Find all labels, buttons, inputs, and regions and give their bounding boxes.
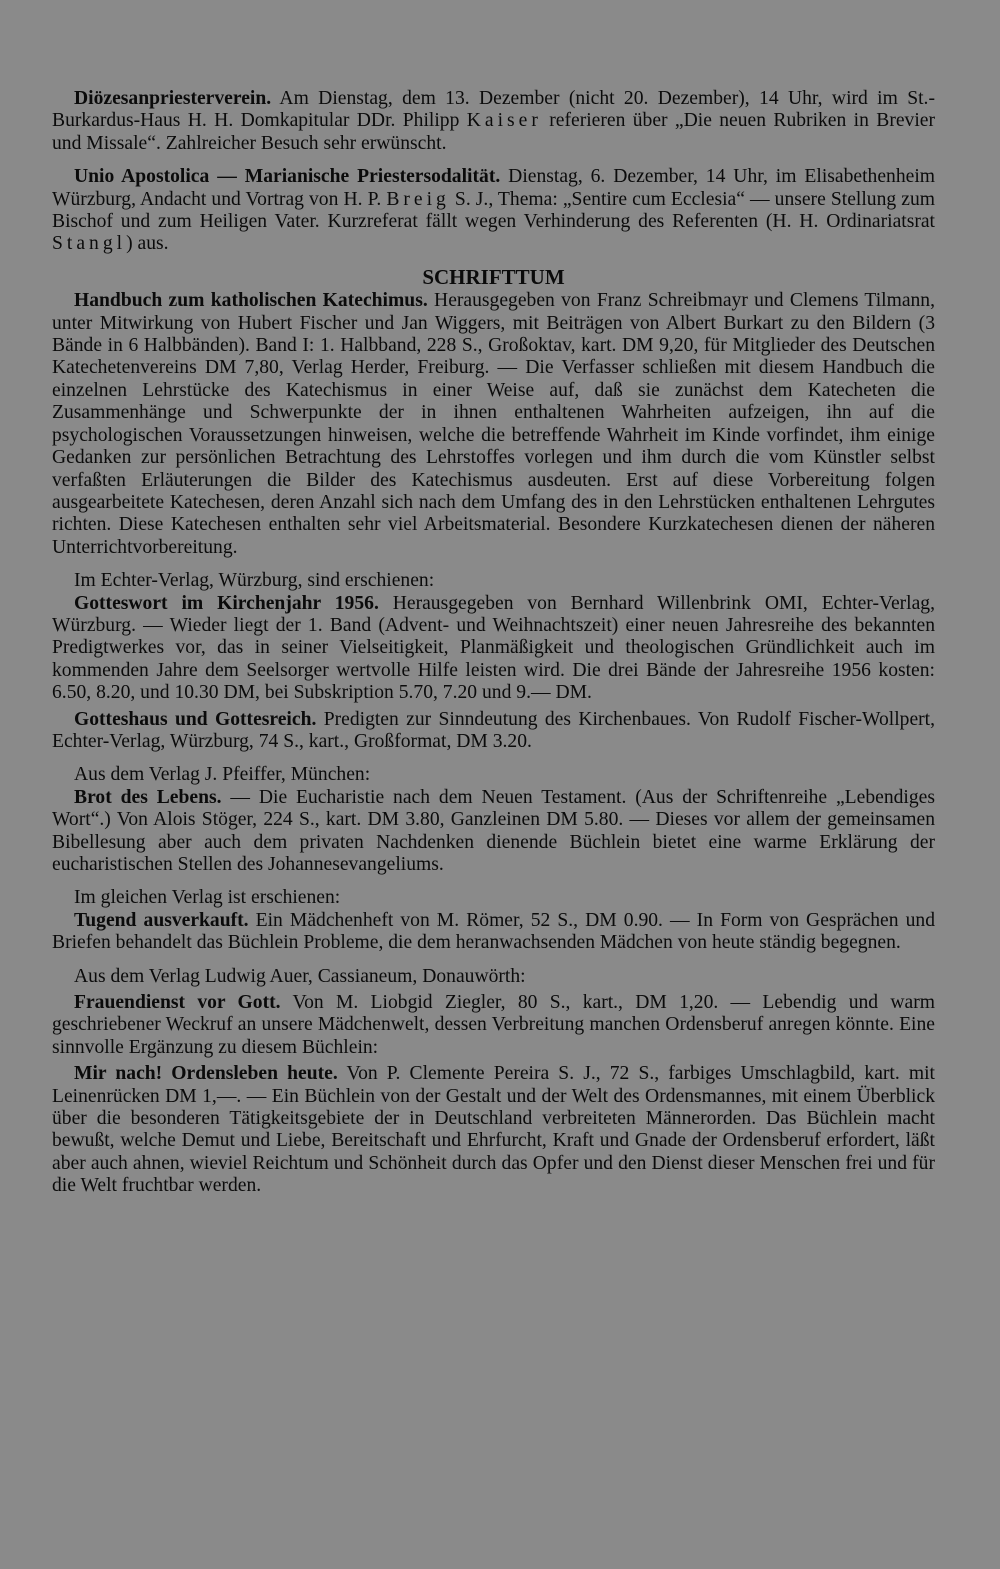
review-text: — Die Eucharistie nach dem Neuen Testament. (Aus der Schriftenreihe „Lebendiges Wort“.) Von Alois Stöger, 224 S., kart. DM 3.80, Ganzleinen DM 5.80. — Dieses vor allem der gemeinsamen Bibellesung aber auch dem privaten Nachdenken dienende Büchlein bietet eine warme Erklärung der eucharistischen Stellen des Johannesevangeliums. [52,786,935,875]
notice-dioezesanpriesterverein [52,88,935,155]
speaker-name: Breig [386,188,450,210]
book-title: Frauendienst vor Gott. [74,992,281,1014]
book-title: Gotteswort im Kirchenjahr 1956. [74,592,379,614]
notice-unio-apostolica [52,166,935,256]
review-text: Ein Mädchenheft von M. Römer, 52 S., DM 0.90. — In Form von Gesprächen und Briefen behandelt das Büchlein Probleme, die dem heranwachsenden Mädchen von heute ständig begegnen. [52,909,935,954]
review-text: Herausgegeben von Bernhard Willenbrink OMI, Echter-Verlag, Würzburg. — Wieder liegt der 1. Band (Advent- und Weihnachtszeit) einer neuen Jahresreihe des bekannten Predigtwerkes vor, das in seiner Vielseitigkeit, Planmäßigkeit und theologischen Gründlichkeit auch im kommenden Jahre dem Seelsorger wertvolle Hilfe leisten wird. Die drei Bände der Jahresreihe 1956 kosten: 6.50, 8.20, und 10.30 DM, bei Subskription 5.70, 7.20 und 9.— DM. [52,592,935,704]
notice-text: S. J., Thema: „Sentire cum Ecclesia“ — unsere Stellung zum Bischof und zum Heiligen Vater. Kurzreferat fällt wegen Verhinderung des Referenten (H. H. Ordinariatsrat [52,188,935,233]
review-text: Von P. Clemente Pereira S. J., 72 S., farbiges Umschlagbild, kart. mit Leinenrücken DM 1,—. — Ein Büchlein von der Gestalt und der Welt des Ordensmannes, mit einem Überblick über die besonderen Tätigkeitsgebiete der in Deutschland verbreiteten Männerorden. Das Büchlein macht bewußt, welche Demut und Liebe, Bereitschaft und Ehrfurcht, Kraft und Gnade der Ordensberuf erfordert, läßt aber auch ahnen, wieviel Reichtum und Schönheit durch das Opfer und den Dienst dieser Menschen frei und für die Welt fruchtbar werden. [52,1063,935,1197]
notice-text: ) aus. [126,233,169,255]
review-text: Predigten zur Sinndeutung des Kirchenbaues. Von Rudolf Fischer-Wollpert, Echter-Verlag, Würzburg, 74 S., kart., Großformat, DM 3.20. [52,708,936,752]
review-gotteshaus [52,709,935,754]
review-tugend [52,910,935,955]
notice-text: Am Dienstag, dem 13. Dezember (nicht 20. Dezember), 14 Uhr, wird im St.-Burkardus-Haus H. H. Domkapitular DDr. Philipp [52,88,935,132]
book-title: Mir nach! Ordensleben heute. [74,1063,338,1085]
notice-text: Dienstag, 6. Dezember, 14 Uhr, im Elisabethenheim Würzburg, Andacht und Vortrag von H. P. [52,166,936,210]
publisher-intro: Im Echter-Verlag, Würzburg, sind erschienen: [74,570,435,592]
publisher-intro: Im gleichen Verlag ist erschienen: [74,887,341,909]
notice-title: Diözesanpriesterverein. [74,88,272,109]
review-brot-des-lebens [52,787,935,877]
speaker-name: Kaiser [466,110,542,132]
review-frauendienst [52,992,935,1059]
notice-text: referieren über „Die neuen Rubriken in Brevier und Missale“. Zahlreicher Besuch sehr erwünscht. [52,110,936,154]
book-title: Brot des Lebens. [74,786,222,808]
book-title: Handbuch zum katholischen Katechimus. [74,290,428,312]
book-title: Gotteshaus und Gottesreich. [74,708,317,730]
notice-title: Unio Apostolica — Marianische Priestersodalität. [74,166,501,188]
review-mir-nach [52,1063,935,1197]
review-gotteswort [52,593,935,705]
publisher-intro: Aus dem Verlag Ludwig Auer, Cassianeum, Donauwörth: [74,965,526,987]
section-heading: SCHRIFTTUM [422,264,565,289]
book-title: Tugend ausverkauft. [74,909,249,931]
review-handbuch [52,290,935,559]
speaker-name: Stangl [52,233,127,255]
document-page [52,88,935,1198]
review-text: Herausgegeben von Franz Schreibmayr und Clemens Tilmann, unter Mitwirkung von Hubert Fischer und Jan Wiggers, mit Beiträgen von Albert Burkart zu den Bildern (3 Bände in 6 Halbbänden). Band I: 1. Halbband, 228 S., Großoktav, kart. DM 9,20, für Mitglieder des Deutschen Katechetenvereins DM 7,80, Verlag Herder, Freiburg. — Die Verfasser schließen mit diesem Handbuch die einzelnen Lehrstücke des Katechismus in einer Weise auf, daß sie zunächst dem Katecheten die Zusammenhänge und Schwerpunkte der in ihnen enthaltenen Wahrheiten aufzeigen, ihn auf die psychologischen Voraussetzungen hinweisen, welche die betreffende Wahrheit im Kinde vorfindet, ihm einige Gedanken zur persönlichen Betrachtung des Lehrstoffes vorlegen und ihm durch die vom Künstler selbst verfaßten Erläuterungen die Bilder des Katechismus ausdeuten. Erst auf diese Vorbereitung folgen ausgearbeitete Katechesen, deren Anzahl sich nach dem Umfang des in den Lehrstücken enthaltenen Lehrgutes richten. Diese Katechesen enthalten sehr viel Arbeitsmaterial. Besondere Kurzkatechesen dienen der näheren Unterrichtvorbereitung. [52,290,936,558]
publisher-intro: Aus dem Verlag J. Pfeiffer, München: [74,764,371,786]
review-text: Von M. Liobgid Ziegler, 80 S., kart., DM 1,20. — Lebendig und warm geschriebener Weckruf an unsere Mädchenwelt, dessen Verbreitung manchen Ordensberuf anregen könnte. Eine sinnvolle Ergänzung zu diesem Büchlein: [52,992,935,1058]
